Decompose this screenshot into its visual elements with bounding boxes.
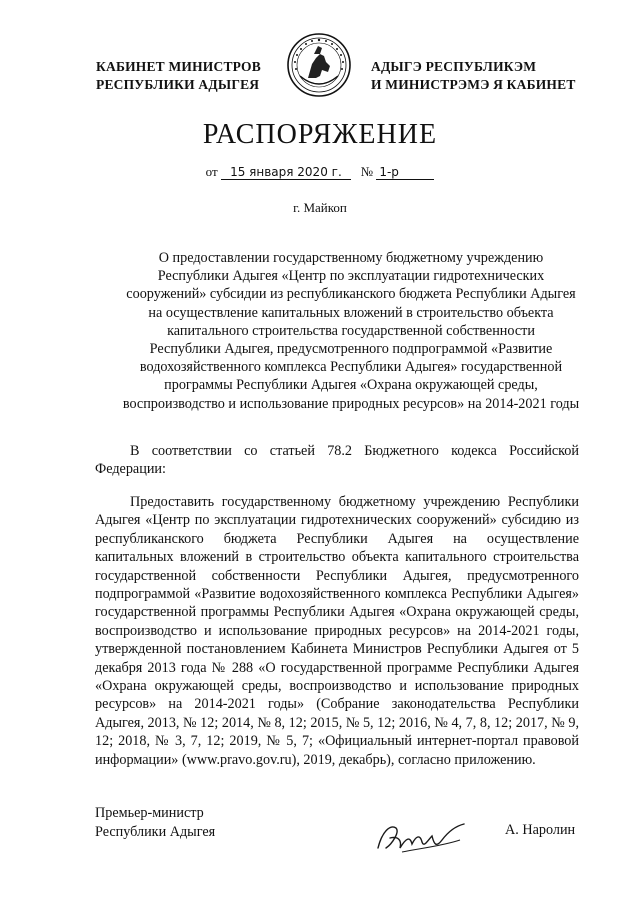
subject-line: капитального строительства государственной собственности <box>167 322 535 339</box>
republic-adygea-coat-of-arms-icon <box>286 32 352 98</box>
signer-position <box>95 804 215 842</box>
subject-line: воспроизводство и использование природных ресурсов» на 2014-2021 годы <box>122 395 580 412</box>
handwritten-signature-icon <box>372 818 468 858</box>
number-label: № <box>360 164 374 179</box>
issuer-ady-line-2: И МИНИСТРЭМЭ Я КАБИНЕТ <box>371 77 576 92</box>
issuer-ru-line-1: КАБИНЕТ МИНИСТРОВ <box>96 59 261 74</box>
subject-line: сооружений» субсидии из республиканского бюджета Республики Адыгея <box>126 286 576 303</box>
order-body-paragraph: Предоставить государственному бюджетному учреждению Республики Адыгея «Центр по эксплуатации гидротехнических сооружений» субсидию из республиканского бюджета Республики Адыгея на осуществление капитальных вложений в строительство объекта капитального строительства государственной собственности Республики Адыгея, предусмотренного подпрограммой «Развитие водохозяйственного комплекса Республики Адыгея» государственной программы Республики Адыгея «Охрана окружающей среды, воспроизводство и использование природных ресурсов» на 2014-2021 годы, утвержденной постановлением Кабинета Министров Республики Адыгея от 5 декабря 2013 года № 288 «О государственной программе Республики Адыгея «Охрана окружающей среды, воспроизводство и использование природных ресурсов» на 2014-2021 годы» (Собрание законодательства Республики Адыгея, 2013, № 12; 2014, № 8, 12; 2015, № 5, 12; 2016, № 4, 7, 8, 12; 2017, № 9, 12; 2018, № 3, 7, 12; 2019, № 5, 7; «Официальный интернет-портал правовой информации» (www.pravo.gov.ru), 2019, декабрь), согласно приложению. <box>95 494 579 768</box>
document-number: 1-р <box>376 165 434 180</box>
document-type-title: РАСПОРЯЖЕНИЕ <box>202 119 438 150</box>
subject-line: Республики Адыгея «Центр по эксплуатации гидротехнических <box>157 268 545 285</box>
signer-position-line-1: Премьер-министр <box>95 805 204 821</box>
issue-city: г. Майкоп <box>293 200 347 215</box>
subject-line: на осуществление капитальных вложений в строительство объекта <box>148 304 554 321</box>
subject-line: О предоставлении государственному бюджетному учреждению <box>158 250 544 266</box>
subject-line: Республики Адыгея, предусмотренного подпрограммой «Развитие <box>149 341 553 358</box>
signer-position-line-2: Республики Адыгея <box>95 824 216 840</box>
subject-line: программы Республики Адыгея «Охрана окружающей среды, <box>164 377 538 394</box>
document-date: 15 января 2020 г. <box>221 165 351 180</box>
issuer-name-adyghe <box>371 58 576 94</box>
subject-line: водохозяйственного комплекса Республики Адыгея» государственной <box>139 359 563 376</box>
date-and-number-line <box>0 164 640 180</box>
date-prefix: от <box>205 164 218 179</box>
signer-name: А. Наролин <box>505 822 576 838</box>
legal-basis-paragraph: В соответствии со статьей 78.2 Бюджетного кодекса Российской Федерации: <box>95 443 579 478</box>
issuer-ady-line-1: АДЫГЭ РЕСПУБЛИКЭМ <box>371 59 537 74</box>
issuer-ru-line-2: РЕСПУБЛИКИ АДЫГЕЯ <box>96 77 260 92</box>
issuer-name-russian <box>96 58 261 94</box>
document-subject <box>110 249 592 413</box>
